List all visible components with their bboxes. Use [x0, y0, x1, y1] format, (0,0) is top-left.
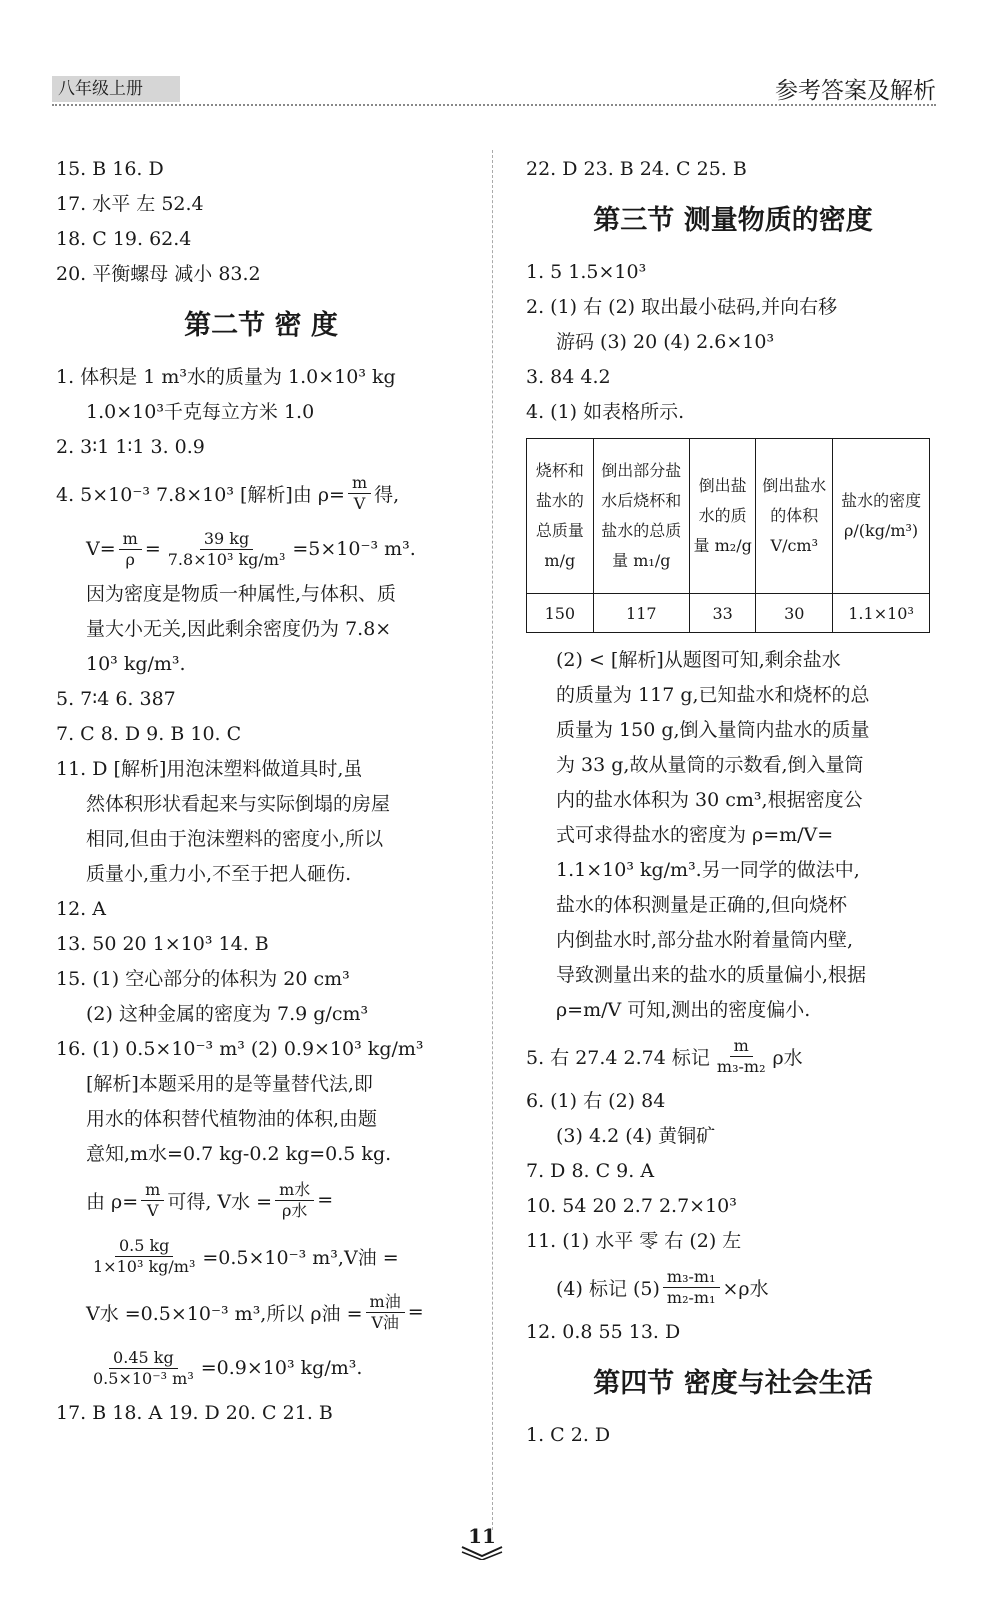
page-header-title: 参考答案及解析: [775, 78, 936, 104]
formula-line: [56, 1284, 466, 1340]
formula-line: [56, 521, 466, 577]
answer-line: 12. A: [56, 898, 106, 920]
column-divider: [492, 150, 493, 1530]
formula-text: ×ρ水: [722, 1277, 769, 1300]
fraction: [164, 529, 290, 570]
table-cell: 1.1×10³: [833, 594, 930, 633]
left-column: [56, 152, 466, 1431]
formula-text: =: [144, 538, 161, 560]
table-header-cell: 倒出部分盐水后烧杯和盐水的总质量 m₁/g: [593, 439, 689, 594]
numerator: m: [730, 1036, 753, 1057]
answer-line: 内的盐水体积为 30 cm³,根据密度公: [556, 789, 863, 811]
table-header-cell: 倒出盐水的体积 V/cm³: [756, 439, 833, 594]
answer-line: 量大小无关,因此剩余密度仍为 7.8×: [86, 618, 392, 640]
fraction: [663, 1267, 720, 1308]
answer-line: 13. 50 20 1×10³ 14. B: [56, 933, 269, 955]
formula-text: =: [407, 1301, 424, 1323]
answer-line: 7. D 8. C 9. A: [526, 1160, 655, 1182]
section-heading: 第三节 测量物质的密度: [593, 205, 873, 236]
formula-line: [56, 1228, 466, 1284]
section-heading: 第四节 密度与社会生活: [593, 1368, 873, 1399]
formula-text: V=: [86, 538, 116, 560]
answer-line: 1. C 2. D: [526, 1424, 611, 1446]
answer-line: ρ=m/V 可知,测出的密度偏小.: [556, 999, 811, 1021]
formula-text: =: [317, 1189, 334, 1211]
answer-line: (3) 4.2 (4) 黄铜矿: [556, 1125, 716, 1147]
numerator: m水: [275, 1180, 314, 1201]
answer-line: 7. C 8. D 9. B 10. C: [56, 723, 242, 745]
fraction: [713, 1036, 770, 1077]
answer-line: 2. 3∶1 1∶1 3. 0.9: [56, 436, 205, 458]
section-heading: 第二节 密 度: [184, 310, 338, 341]
table-header-cell: 盐水的密度 ρ/(kg/m³): [833, 439, 930, 594]
answer-line: (2) 这种金属的密度为 7.9 g/cm³: [86, 1003, 369, 1025]
denominator: V: [353, 493, 366, 513]
answer-line: 18. C 19. 62.4: [56, 228, 192, 250]
answer-line: 游码 (3) 20 (4) 2.6×10³: [556, 331, 775, 353]
fraction: [89, 1348, 198, 1389]
answer-line: 20. 平衡螺母 减小 83.2: [56, 263, 261, 285]
fraction: [119, 529, 142, 570]
answer-line: 式可求得盐水的密度为 ρ=m/V=: [556, 824, 834, 846]
chevron-down-icon: [458, 1544, 506, 1560]
answer-line: 导致测量出来的盐水的质量偏小,根据: [556, 964, 867, 986]
answer-line: 12. 0.8 55 13. D: [526, 1321, 681, 1343]
answer-line: 质量小,重力小,不至于把人砸伤.: [86, 863, 352, 885]
numerator: m油: [366, 1292, 405, 1313]
answer-line: 1.1×10³ kg/m³.另一同学的做法中,: [556, 859, 860, 881]
table-cell: 30: [756, 594, 833, 633]
formula-text: 由 ρ=: [86, 1190, 139, 1213]
denominator: ρ水: [281, 1200, 308, 1220]
formula-text: 4. 5×10⁻³ 7.8×10³ [解析]由 ρ=: [56, 483, 345, 506]
denominator: 7.8×10³ kg/m³: [167, 549, 286, 569]
numerator: 39 kg: [200, 529, 253, 550]
answer-line: 17. B 18. A 19. D 20. C 21. B: [56, 1402, 333, 1424]
data-table: [526, 438, 930, 633]
denominator: V: [146, 1200, 159, 1220]
formula-text: 可得, V水 =: [167, 1190, 273, 1213]
fraction: [89, 1236, 199, 1277]
formula-text: V水 =0.5×10⁻³ m³,所以 ρ油 =: [86, 1302, 363, 1325]
fraction: [141, 1180, 164, 1221]
numerator: m: [348, 473, 371, 494]
denominator: m₃-m₂: [716, 1056, 766, 1076]
formula-line: [56, 465, 466, 521]
answer-line: 15. (1) 空心部分的体积为 20 cm³: [56, 968, 350, 990]
page-number: [452, 1514, 512, 1558]
numerator: m₃-m₁: [663, 1267, 720, 1288]
numerator: m: [119, 529, 142, 550]
answer-line: 11. (1) 水平 零 右 (2) 左: [526, 1230, 742, 1252]
denominator: m₂-m₁: [666, 1287, 716, 1307]
answer-line: 为 33 g,故从量筒的示数看,倒入量筒: [556, 754, 864, 776]
table-header-cell: 烧杯和盐水的总质量 m/g: [527, 439, 594, 594]
answer-line: 用水的体积替代植物油的体积,由题: [86, 1108, 378, 1130]
table-cell: 150: [527, 594, 594, 633]
answer-line: 2. (1) 右 (2) 取出最小砝码,并向右移: [526, 296, 838, 318]
numerator: 0.5 kg: [115, 1236, 173, 1257]
answer-line: (2) < [解析]从题图可知,剩余盐水: [556, 649, 841, 671]
answer-line: 10. 54 20 2.7 2.7×10³: [526, 1195, 737, 1217]
fraction: [348, 473, 371, 514]
numerator: m: [141, 1180, 164, 1201]
answer-line: 1. 体积是 1 m³水的质量为 1.0×10³ kg: [56, 366, 396, 388]
formula-line: [526, 1028, 940, 1084]
formula-text: 得,: [374, 483, 400, 506]
table-row: [527, 594, 930, 633]
answer-line: 22. D 23. B 24. C 25. B: [526, 158, 747, 180]
denominator: 1×10³ kg/m³: [93, 1256, 196, 1276]
table-header-row: [527, 439, 930, 594]
formula-text: =0.5×10⁻³ m³,V油 =: [202, 1246, 399, 1269]
denominator: ρ: [125, 549, 135, 569]
answer-line: 因为密度是物质一种属性,与体积、质: [86, 583, 397, 605]
answer-line: 11. D [解析]用泡沫塑料做道具时,虽: [56, 758, 363, 780]
answer-line: 15. B 16. D: [56, 158, 164, 180]
answer-line: 的质量为 117 g,已知盐水和烧杯的总: [556, 684, 870, 706]
denominator: V油: [371, 1312, 399, 1332]
denominator: 0.5×10⁻³ m³: [93, 1368, 194, 1388]
formula-text: =0.9×10³ kg/m³.: [200, 1357, 363, 1379]
table-cell: 33: [689, 594, 755, 633]
header-divider: [52, 104, 936, 106]
fraction: [275, 1180, 314, 1221]
table-header-cell: 倒出盐水的质量 m₂/g: [689, 439, 755, 594]
answer-line: 6. (1) 右 (2) 84: [526, 1090, 666, 1112]
answer-line: 4. (1) 如表格所示.: [526, 401, 685, 423]
answer-line: 16. (1) 0.5×10⁻³ m³ (2) 0.9×10³ kg/m³: [56, 1038, 424, 1060]
answer-line: 相同,但由于泡沫塑料的密度小,所以: [86, 828, 384, 850]
answer-line: [解析]本题采用的是等量替代法,即: [86, 1073, 373, 1095]
answer-line: 然体积形状看起来与实际倒塌的房屋: [86, 793, 391, 815]
formula-line: [56, 1340, 466, 1396]
formula-line: [526, 1259, 940, 1315]
formula-text: =5×10⁻³ m³.: [292, 538, 416, 560]
table-cell: 117: [593, 594, 689, 633]
answer-line: 3. 84 4.2: [526, 366, 611, 388]
formula-text: (4) 标记 (5): [556, 1277, 660, 1300]
fraction: [366, 1292, 405, 1333]
answer-line: 1. 5 1.5×10³: [526, 261, 647, 283]
formula-text: 5. 右 27.4 2.74 标记: [526, 1046, 710, 1069]
answer-line: 17. 水平 左 52.4: [56, 193, 204, 215]
page-number-text: 11: [468, 1524, 496, 1548]
grade-label: 八年级上册: [52, 76, 180, 102]
answer-line: 10³ kg/m³.: [86, 653, 186, 675]
answer-line: 质量为 150 g,倒入量筒内盐水的质量: [556, 719, 870, 741]
answer-line: 意知,m水=0.7 kg-0.2 kg=0.5 kg.: [86, 1143, 392, 1165]
answer-line: 5. 7∶4 6. 387: [56, 688, 176, 710]
numerator: 0.45 kg: [109, 1348, 178, 1369]
answer-line: 1.0×10³千克每立方米 1.0: [86, 401, 315, 423]
formula-text: ρ水: [772, 1046, 803, 1069]
answer-line: 盐水的体积测量是正确的,但向烧杯: [556, 894, 848, 916]
formula-line: [56, 1172, 466, 1228]
right-column: [526, 152, 940, 1453]
answer-line: 内倒盐水时,部分盐水附着量筒内壁,: [556, 929, 854, 951]
